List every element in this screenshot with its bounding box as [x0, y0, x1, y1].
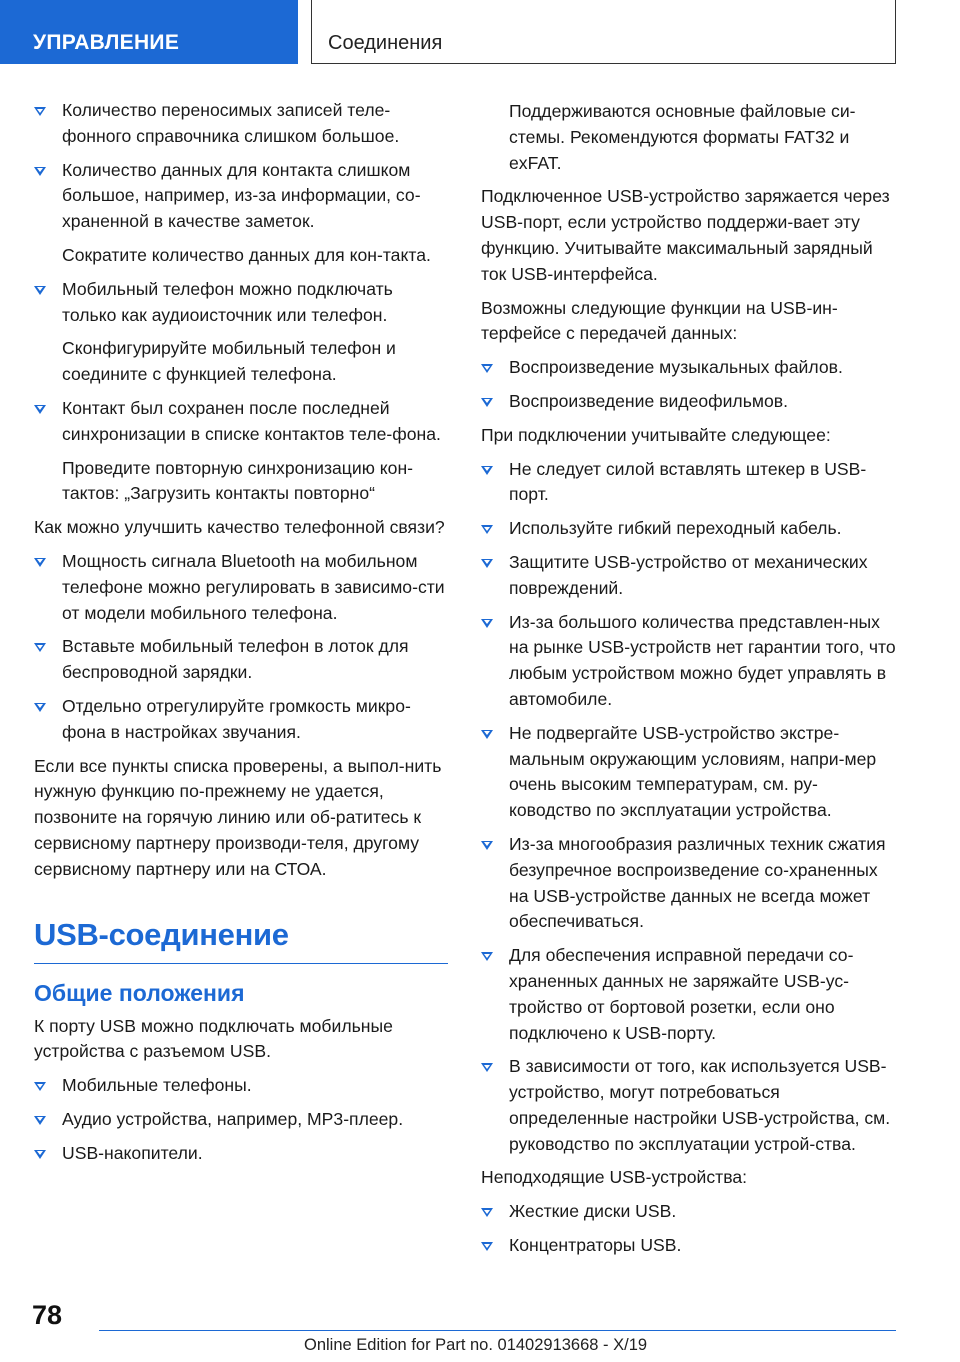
list-item: Концентраторы USB. — [481, 1233, 897, 1259]
list-item: Используйте гибкий переходный кабель. — [481, 516, 897, 542]
list-item: Для обеспечения исправной передачи со-храненных данных не заряжайте USB-ус-тройство от бортовой розетки, если оно подключено к USB-порту. — [481, 943, 897, 1046]
triangle-bullet-icon — [481, 364, 493, 373]
triangle-bullet-icon — [481, 1063, 493, 1072]
list-item: Из-за многообразия различных техник сжатия безупречное воспроизведение со-храненных на USB-устройстве данных не всегда может обеспечиваться. — [481, 832, 897, 935]
list-item-note: Сократите количество данных для кон-такта. — [62, 244, 431, 265]
list-item: Аудио устройства, например, MP3-плеер. — [34, 1107, 448, 1133]
triangle-bullet-icon — [34, 1082, 46, 1091]
edition-info: Online Edition for Part no. 01402913668 - X/19 — [304, 1336, 648, 1354]
paragraph: Возможны следующие функции на USB-ин-терфейсе с передачей данных: — [481, 297, 838, 344]
list-item: Не подвергайте USB-устройство экстре-мальным окружающим условиям, напри-мер очень высоким температурам, см. ру-ководство по эксплуатации устройства. — [481, 721, 897, 824]
list-item: Количество переносимых записей теле-фонного справочника слишком большое. — [34, 98, 448, 150]
triangle-bullet-icon — [481, 398, 493, 407]
paragraph: Неподходящие USB-устройства: — [481, 1167, 748, 1188]
triangle-bullet-icon — [34, 643, 46, 652]
page-number: 78 — [32, 1300, 63, 1330]
list-item: Не следует силой вставлять штекер в USB-порт. — [481, 457, 897, 509]
list-item: Жесткие диски USB. — [481, 1199, 897, 1225]
list-item: Воспроизведение музыкальных файлов. — [481, 355, 897, 381]
triangle-bullet-icon — [34, 167, 46, 176]
subsection-heading: Общие положения — [34, 979, 245, 1006]
list-item-note: Проведите повторную синхронизацию кон-тактов: „Загрузить контакты повторно“ — [62, 457, 414, 504]
paragraph: Если все пункты списка проверены, а выпол-нить нужную функцию по-прежнему не удается, позвоните на горячую линию или об-ратитесь к сервисному партнеру производи-теля, другому сервисному партнеру или на СТОА. — [34, 755, 442, 879]
triangle-bullet-icon — [34, 558, 46, 567]
list-item: Количество данных для контакта слишком большое, например, из-за информации, со-храненной в качестве заметок. — [34, 158, 448, 235]
footer-divider — [99, 1330, 896, 1331]
triangle-bullet-icon — [481, 559, 493, 568]
right-column — [481, 99, 897, 1267]
triangle-bullet-icon — [34, 703, 46, 712]
list-item: Мобильные телефоны. — [34, 1073, 448, 1099]
list-item: Отдельно отрегулируйте громкость микро-фона в настройках звучания. — [34, 694, 448, 746]
list-item: Воспроизведение видеофильмов. — [481, 389, 897, 415]
paragraph: Подключенное USB-устройство заряжается через USB-порт, если устройство поддержи-вает эту функцию. Учитывайте максимальный зарядный ток USB-интерфейса. — [481, 186, 890, 284]
triangle-bullet-icon — [34, 286, 46, 295]
triangle-bullet-icon — [481, 619, 493, 628]
section-heading: USB-соединение — [34, 917, 448, 964]
triangle-bullet-icon — [481, 1208, 493, 1217]
paragraph: К порту USB можно подключать мобильные устройства с разъемом USB. — [34, 1015, 393, 1062]
list-item: Мощность сигнала Bluetooth на мобильном телефоне можно регулировать в зависимо-сти от модели мобильного телефона. — [34, 549, 448, 626]
list-item: Из-за большого количества представлен-ных на рынке USB-устройств нет гарантии того, что любым устройством можно будет управлять в автомобиле. — [481, 610, 897, 713]
list-item: Контакт был сохранен после последней синхронизации в списке контактов теле-фона. — [34, 396, 448, 448]
triangle-bullet-icon — [34, 107, 46, 116]
triangle-bullet-icon — [34, 405, 46, 414]
list-item: Вставьте мобильный телефон в лоток для беспроводной зарядки. — [34, 634, 448, 686]
list-item: Защитите USB-устройство от механических повреждений. — [481, 550, 897, 602]
triangle-bullet-icon — [34, 1116, 46, 1125]
chapter-title: Соединения — [311, 0, 896, 64]
triangle-bullet-icon — [481, 730, 493, 739]
list-item: В зависимости от того, как используется USB-устройство, могут потребоваться определенные настройки USB-устройства, см. руководство по эксплуатации устрой-ства. — [481, 1054, 897, 1157]
paragraph: При подключении учитывайте следующее: — [481, 424, 831, 445]
section-tab: УПРАВЛЕНИЕ — [0, 0, 298, 64]
list-item-note: Сконфигурируйте мобильный телефон и соедините с функцией телефона. — [62, 338, 396, 385]
triangle-bullet-icon — [34, 1150, 46, 1159]
list-item: Мобильный телефон можно подключать только как аудиоисточник или телефон. — [34, 277, 448, 329]
list-item: USB-накопители. — [34, 1141, 448, 1167]
triangle-bullet-icon — [481, 466, 493, 475]
triangle-bullet-icon — [481, 952, 493, 961]
question-paragraph: Как можно улучшить качество телефонной связи? — [34, 517, 445, 538]
list-item-note: Поддерживаются основные файловые си-стемы. Рекомендуются форматы FAT32 и exFAT. — [509, 101, 856, 173]
triangle-bullet-icon — [481, 525, 493, 534]
left-column — [34, 98, 448, 1175]
triangle-bullet-icon — [481, 841, 493, 850]
triangle-bullet-icon — [481, 1242, 493, 1251]
